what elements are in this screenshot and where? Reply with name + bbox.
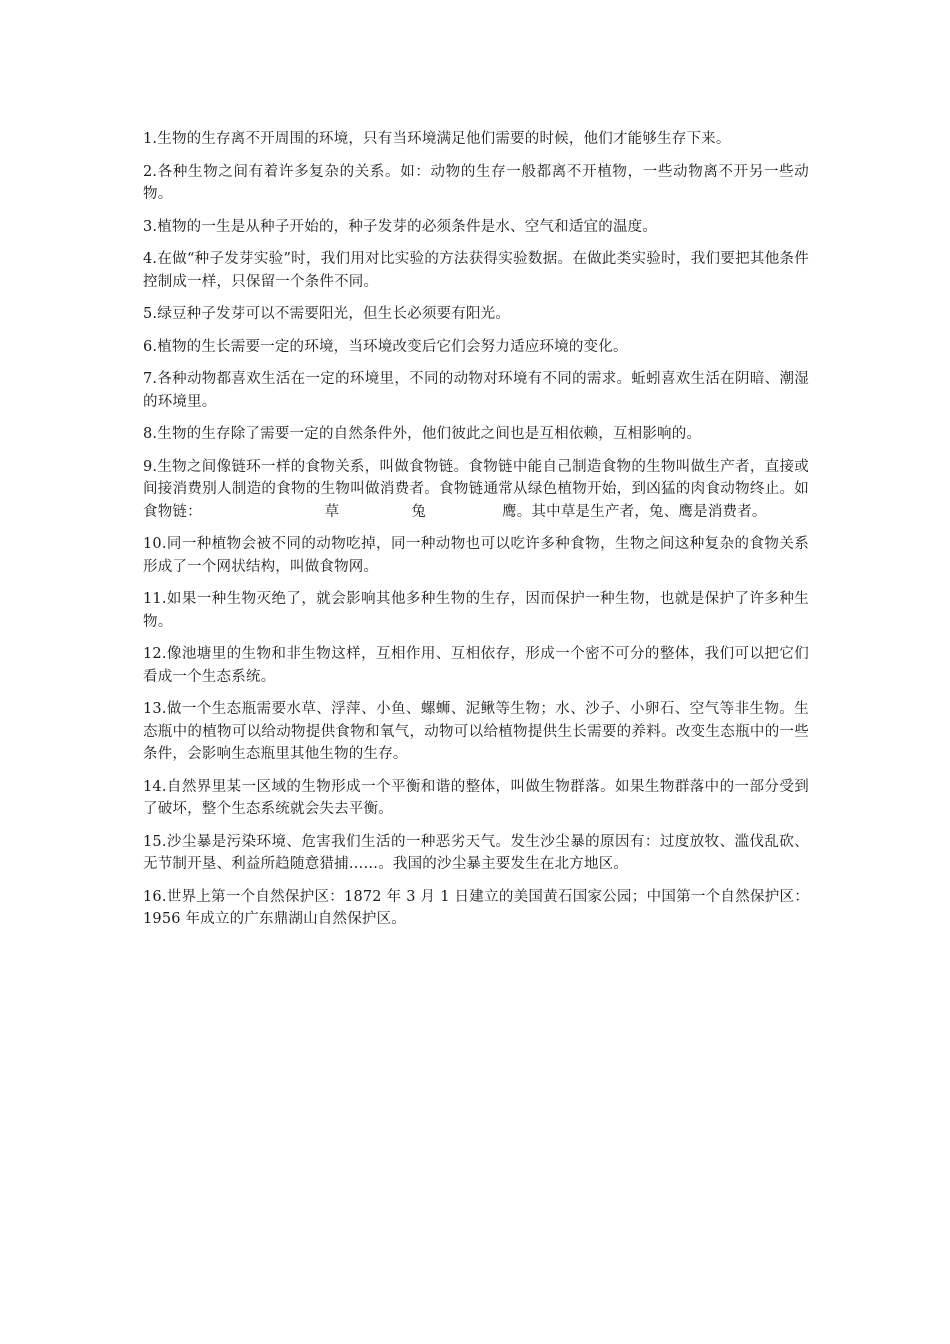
paragraph-8: 8.生物的生存除了需要一定的自然条件外，他们彼此之间也是互相依赖，互相影响的。	[143, 426, 702, 442]
food-chain-eagle: 鹰	[502, 503, 517, 520]
paragraph-16: 16.世界上第一个自然保护区：1872 年 3 月 1 日建立的美国黄石国家公园；中国第一个自然保护区：1956 年成立的广东鼎湖山自然保护区。	[143, 888, 809, 927]
paragraph-15: 15.沙尘暴是污染环境、危害我们生活的一种恶劣天气。发生沙尘暴的原因有：过度放牧、滥伐乱砍、无节制开垦、利益所趋随意猎捕……。我国的沙尘暴主要发生在北方地区。	[143, 833, 809, 872]
paragraph-12: 12.像池塘里的生物和非生物这样，互相作用、互相依存，形成一个密不可分的整体，我们可以把它们看成一个生态系统。	[143, 646, 809, 685]
document-page	[143, 128, 809, 941]
paragraph-4: 4.在做“种子发芽实验”时，我们用对比实验的方法获得实验数据。在做此类实验时，我们要把其他条件控制成一样，只保留一个条件不同。	[143, 251, 809, 290]
paragraph-14: 14.自然界里某一区域的生物形成一个平衡和谐的整体，叫做生物群落。如果生物群落中的一部分受到了破坏，整个生态系统就会失去平衡。	[143, 778, 809, 817]
paragraph-13: 13.做一个生态瓶需要水草、浮萍、小鱼、螺蛳、泥鳅等生物；水、沙子、小卵石、空气等非生物。生态瓶中的植物可以给动物提供食物和氧气，动物可以给植物提供生长需要的养料。改变生态瓶中的一些条件，会影响生态瓶里其他生物的生存。	[143, 701, 809, 762]
paragraph-11: 11.如果一种生物灭绝了，就会影响其他多种生物的生存，因而保护一种生物，也就是保护了许多种生物。	[143, 591, 809, 630]
paragraph-6: 6.植物的生长需要一定的环境，当环境改变后它们会努力适应环境的变化。	[143, 338, 628, 355]
paragraph-7: 7.各种动物都喜欢生活在一定的环境里，不同的动物对环境有不同的需求。蚯蚓喜欢生活在阴暗、潮湿的环境里。	[143, 371, 809, 410]
food-chain-rabbit: 兔	[411, 503, 427, 520]
food-chain-grass: 草	[324, 503, 340, 520]
paragraph-9: 9.生物之间像链环一样的食物关系，叫做食物链。食物链中能自己制造食物的生物叫做生产者，直接或间接消费别人制造的食物的生物叫做消费者。食物链通常从绿色植物开始，到凶猛的肉食动物终止。如食物链： 草 兔 鹰。其中草是生产者，兔、鹰是消费者。	[143, 458, 809, 520]
paragraph-1: 1.生物的生存离不开周围的环境，只有当环境满足他们需要的时候，他们才能够生存下来。	[143, 131, 731, 147]
paragraph-2: 2.各种生物之间有着许多复杂的关系。如：动物的生存一般都离不开植物，一些动物离不开另一些动物。	[143, 163, 809, 202]
food-chain	[207, 504, 517, 520]
paragraph-10: 10.同一种植物会被不同的动物吃掉，同一种动物也可以吃许多种食物，生物之间这种复杂的食物关系形成了一个网状结构，叫做食物网。	[143, 536, 809, 575]
paragraph-3: 3.植物的一生是从种子开始的，种子发芽的必须条件是水、空气和适宜的温度。	[143, 218, 658, 235]
paragraph-5: 5.绿豆种子发芽可以不需要阳光，但生长必须要有阳光。	[143, 306, 511, 322]
